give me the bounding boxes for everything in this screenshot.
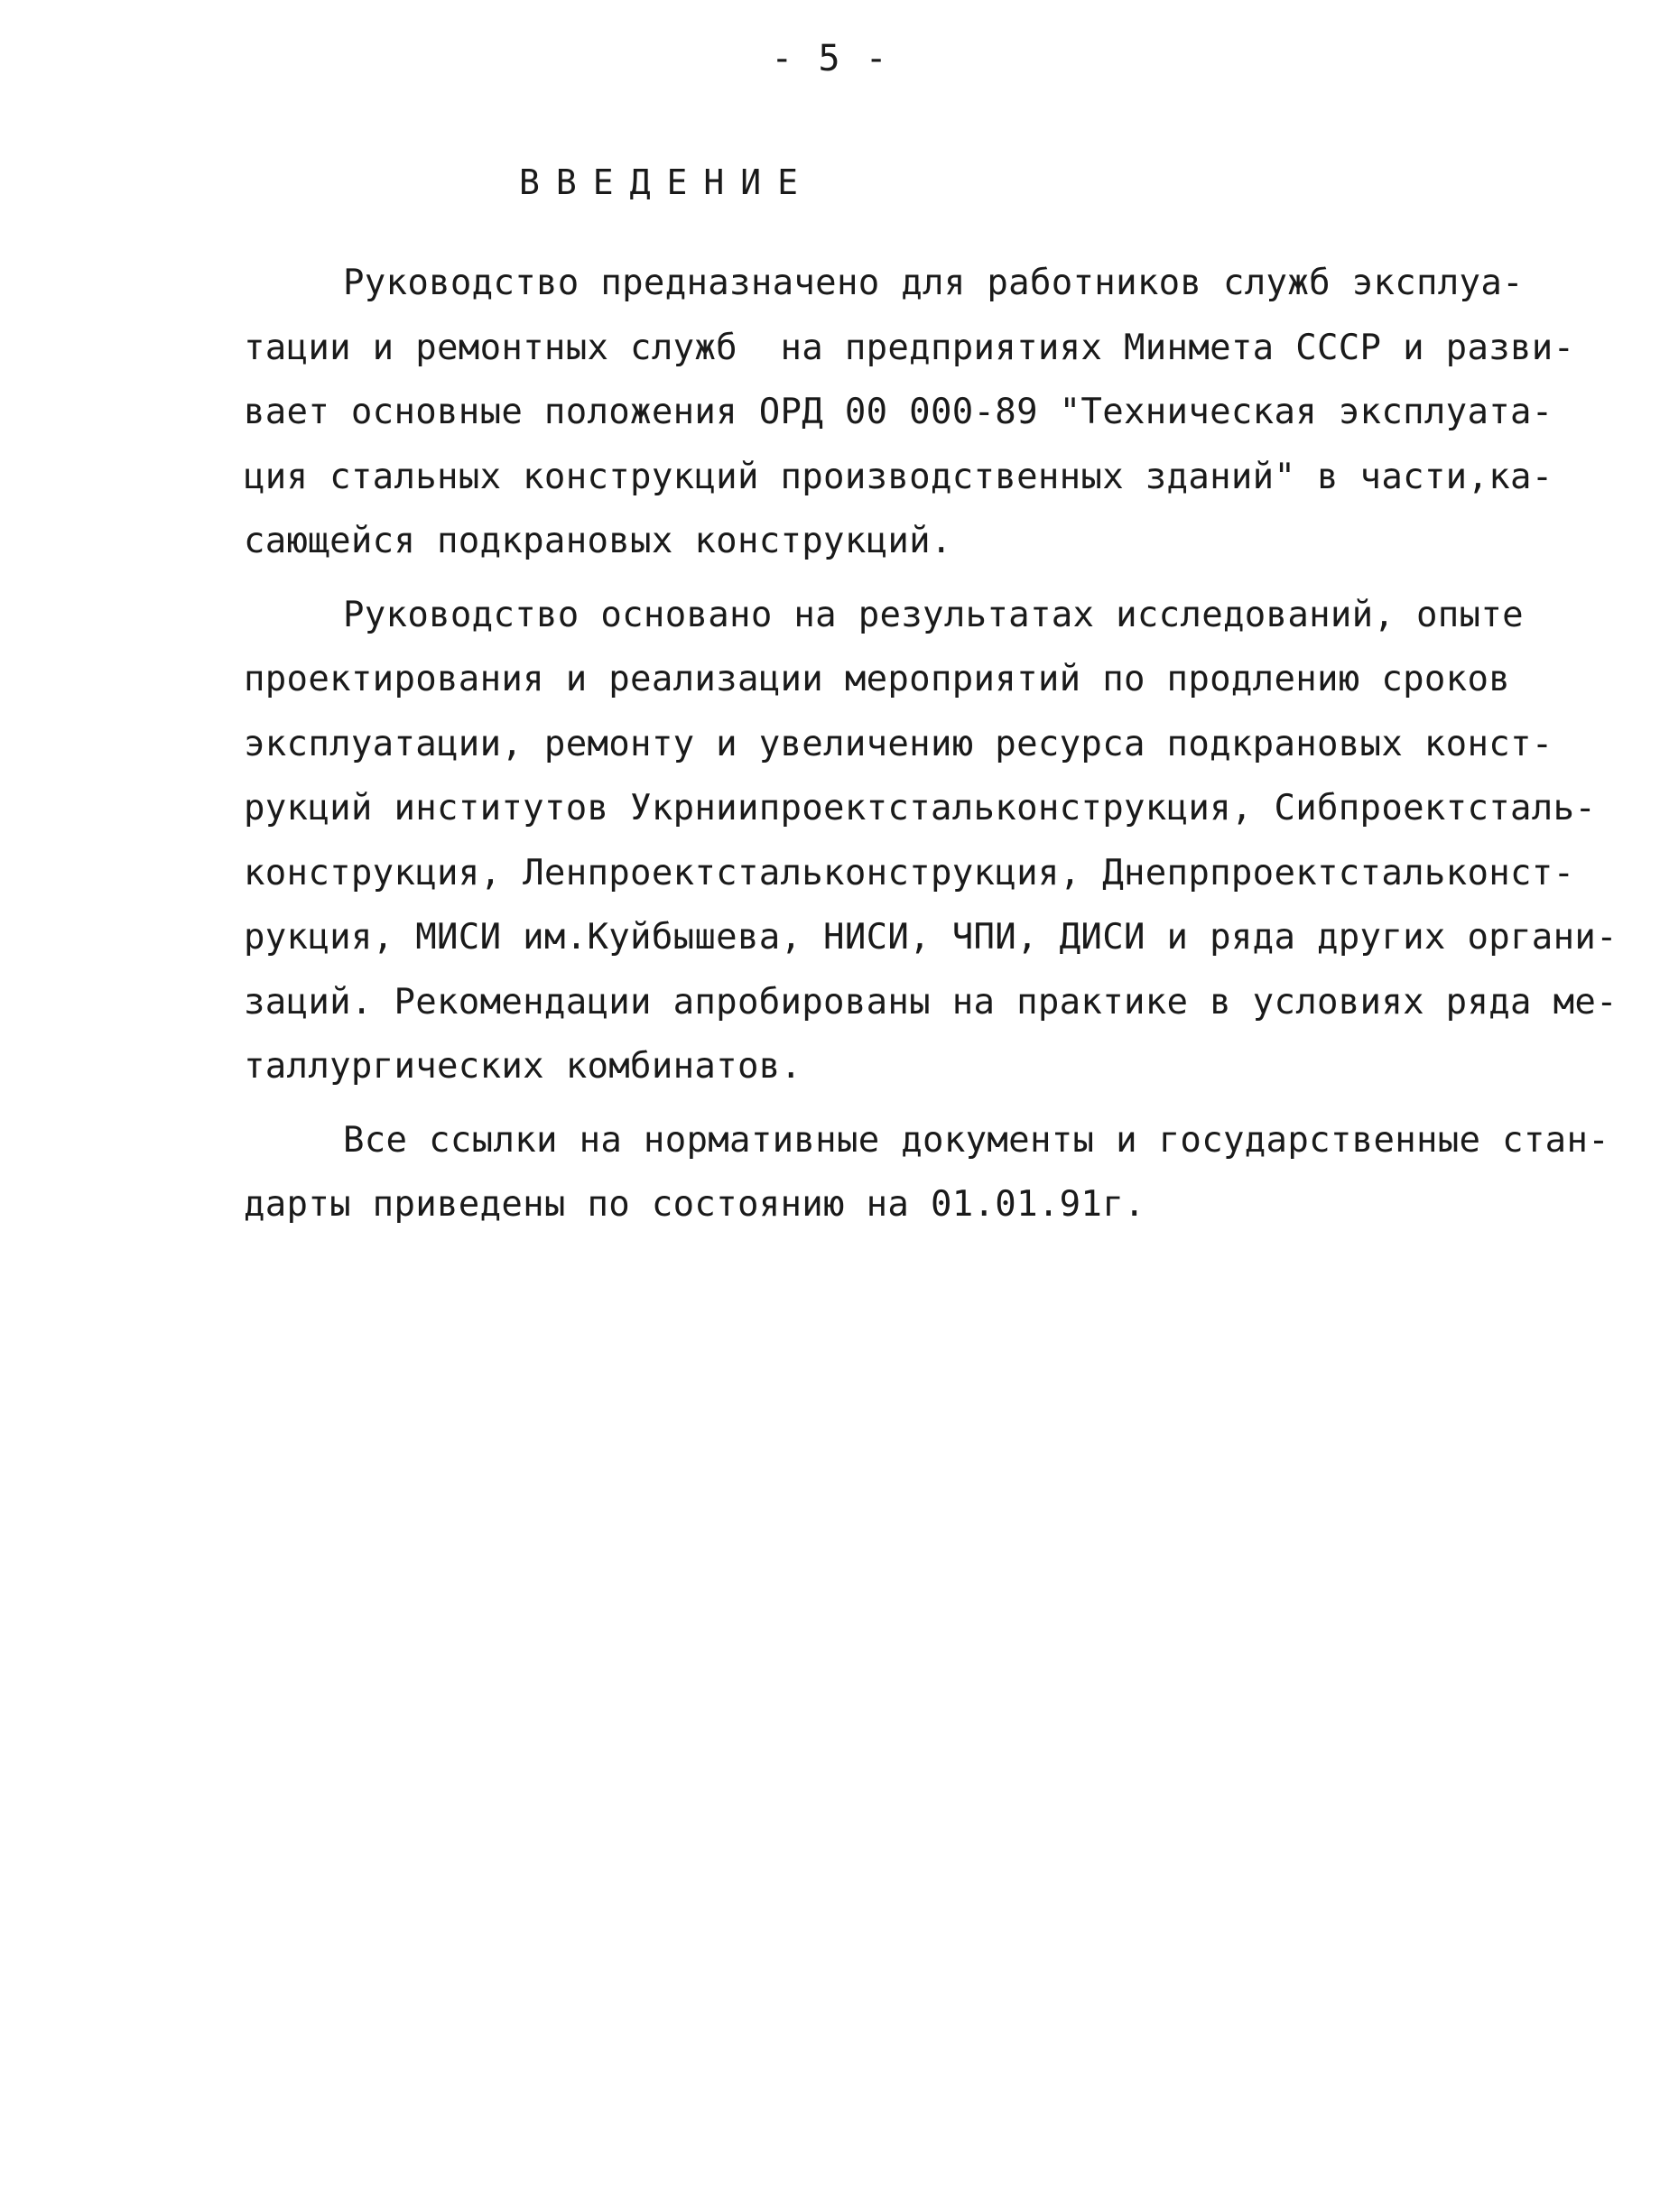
paragraph-1 [244,251,1575,574]
text-line: Руководство предназначено для работников служб эксплуа- [343,263,1524,303]
text-line: сающейся подкрановых конструкций. [244,521,952,561]
section-heading: ВВЕДЕНИЕ [519,162,815,202]
paragraph-2 [244,583,1618,1099]
text-line: таллургических комбинатов. [244,1046,802,1087]
text-line: дарты приведены по состоянию на 01.01.91г. [244,1184,1145,1225]
text-line: тации и ремонтных служб на предприятиях Минмета СССР и разви- [244,327,1575,368]
text-line: рукций институтов Укрниипроектстальконструкция, Сибпроектсталь- [244,788,1597,828]
text-line: Руководство основано на результатах исследований, опыте [343,594,1524,635]
body-text [244,251,1618,1246]
text-line: ция стальных конструкций производственных зданий" в части,ка- [244,456,1553,497]
text-line: проектирования и реализации мероприятий по продлению сроков [244,659,1511,699]
text-line: рукция, МИСИ им.Куйбышева, НИСИ, ЧПИ, ДИСИ и ряда других органи- [244,917,1618,958]
text-line: заций. Рекомендации апробированы на практике в условиях ряда ме- [244,981,1618,1023]
text-line: конструкция, Ленпроектстальконструкция, Днепрпроектстальконст- [244,852,1575,893]
text-line: Все ссылки на нормативные документы и государственные стан- [343,1119,1610,1161]
paragraph-3 [244,1108,1610,1237]
page-number: - 5 - [771,38,889,79]
text-line: вает основные положения ОРД 00 000-89 "Техническая эксплуата- [244,392,1553,432]
text-line: эксплуатации, ремонту и увеличению ресурса подкрановых конст- [244,723,1553,764]
